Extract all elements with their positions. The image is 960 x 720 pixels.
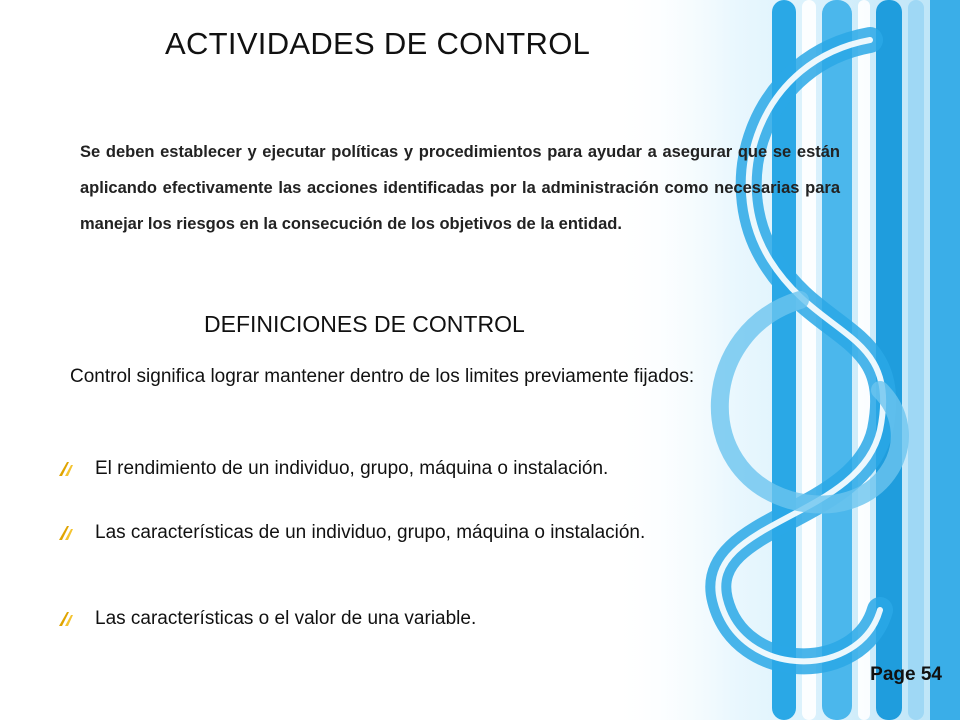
bullet-item bbox=[58, 458, 805, 480]
slide-title: ACTIVIDADES DE CONTROL bbox=[165, 26, 591, 61]
bullet-item bbox=[58, 608, 805, 630]
bullet-text: El rendimiento de un individuo, grupo, máquina o instalación. bbox=[95, 458, 609, 479]
chevron-bullet-icon bbox=[58, 611, 76, 627]
bullet-text: Las características o el valor de una variable. bbox=[95, 608, 477, 629]
chevron-bullet-icon bbox=[58, 461, 76, 477]
intro-paragraph: Se deben establecer y ejecutar políticas y procedimientos para ayudar a asegurar que se están aplicando efectivamente las acciones identificadas por la administración como necesarias para manejar los riesgos en la consecución de los objetivos de la entidad. bbox=[80, 143, 840, 233]
section-subtitle: DEFINICIONES DE CONTROL bbox=[204, 311, 525, 337]
bullet-text: Las características de un individuo, grupo, máquina o instalación. bbox=[95, 522, 646, 543]
bullet-item bbox=[58, 522, 735, 544]
stripe bbox=[822, 0, 852, 720]
definition-lead: Control significa lograr mantener dentro de los limites previamente fijados: bbox=[70, 366, 695, 387]
chevron-bullet-icon bbox=[58, 525, 76, 541]
page-number: Page 54 bbox=[870, 664, 942, 685]
stripe bbox=[930, 0, 960, 720]
stripe bbox=[908, 0, 924, 720]
